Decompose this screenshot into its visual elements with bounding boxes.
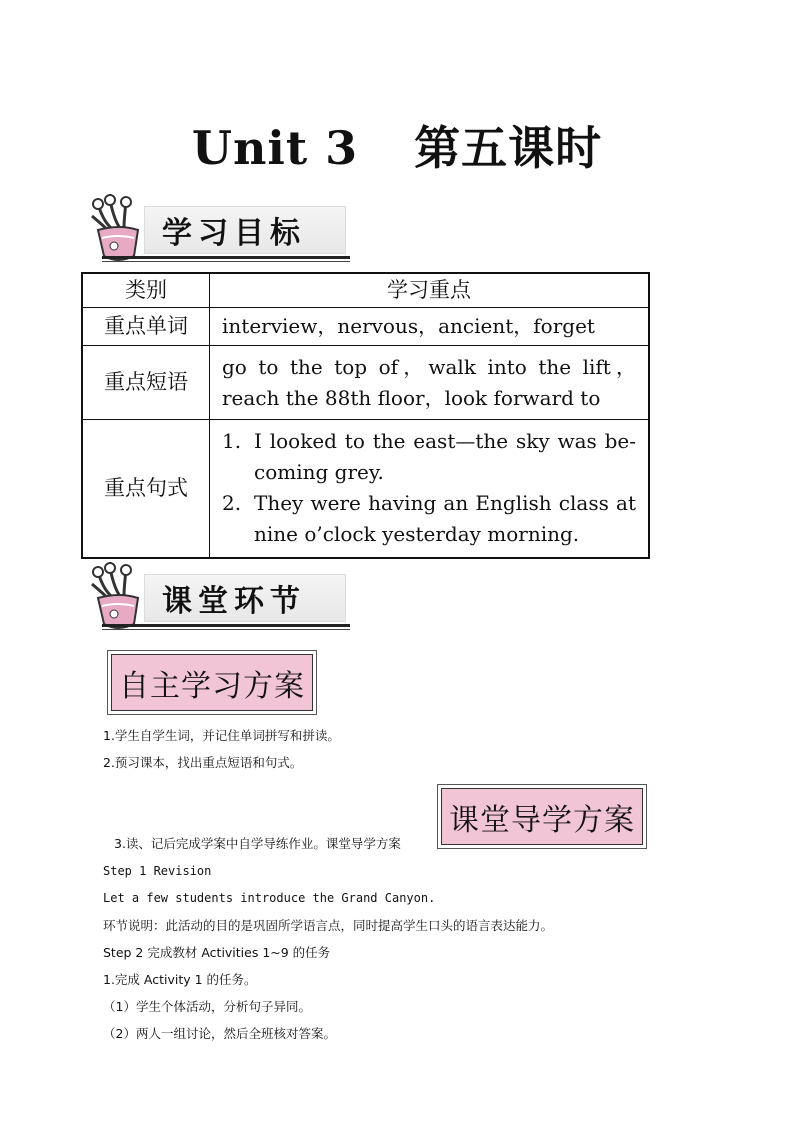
item-number: 1. — [222, 429, 242, 454]
banner-rule-thin — [102, 629, 350, 630]
unit-label: Unit 3 — [191, 121, 359, 175]
banner-title: 学习目标 — [162, 216, 306, 251]
body-line: 环节说明：此活动的目的是巩固所学语言点，同时提高学生口头的语言表达能力。 — [103, 918, 554, 933]
banner-rule-thin — [102, 261, 350, 262]
self-study-plan-box: 自主学习方案 — [111, 654, 313, 711]
row-category: 重点句式 — [82, 420, 210, 558]
sentence-item — [222, 488, 636, 550]
table-row — [82, 420, 649, 558]
section-banner-classroom — [80, 562, 350, 636]
table-row — [82, 346, 649, 420]
item-text: I looked to the east—the sky was be-coming grey. — [254, 429, 636, 485]
goals-table — [81, 272, 650, 559]
section-banner-goals — [80, 194, 350, 268]
header-category: 类别 — [82, 273, 210, 308]
banner-rule — [102, 256, 350, 259]
row-content — [210, 420, 650, 558]
body-line: 1.学生自学生词，并记住单词拼写和拼读。 — [103, 728, 340, 743]
banner-title: 课堂环节 — [162, 584, 306, 619]
body-line: 1.完成 Activity 1 的任务。 — [103, 972, 257, 987]
body-line: Let a few students introduce the Grand Canyon. — [103, 891, 436, 905]
lesson-label: 第五课时 — [414, 121, 603, 175]
item-text: They were having an English class at nine o’clock yesterday morning. — [254, 491, 636, 547]
body-line: （2）两人一组讨论，然后全班核对答案。 — [103, 1026, 336, 1041]
body-line: （1）学生个体活动，分析句子异同。 — [103, 999, 311, 1014]
table-header-row — [82, 273, 649, 308]
guided-plan-box: 课堂导学方案 — [441, 788, 643, 845]
page-title — [0, 112, 794, 178]
header-focus: 学习重点 — [210, 273, 650, 308]
step-heading: Step 2 完成教材 Activities 1~9 的任务 — [103, 945, 331, 960]
body-line: 3.读、记后完成学案中自学导练作业。课堂导学方案 — [114, 836, 401, 851]
row-category: 重点短语 — [82, 346, 210, 420]
item-number: 2. — [222, 491, 242, 516]
banner-rule — [102, 624, 350, 627]
sentence-item — [222, 426, 636, 488]
row-content: interview，nervous，ancient，forget — [210, 308, 650, 346]
table-row — [82, 308, 649, 346]
row-content: go to the top of，walk into the lift，reach the 88th floor，look forward to — [210, 346, 650, 420]
body-line: 2.预习课本，找出重点短语和句式。 — [103, 755, 303, 770]
step-heading: Step 1 Revision — [103, 864, 212, 878]
row-category: 重点单词 — [82, 308, 210, 346]
